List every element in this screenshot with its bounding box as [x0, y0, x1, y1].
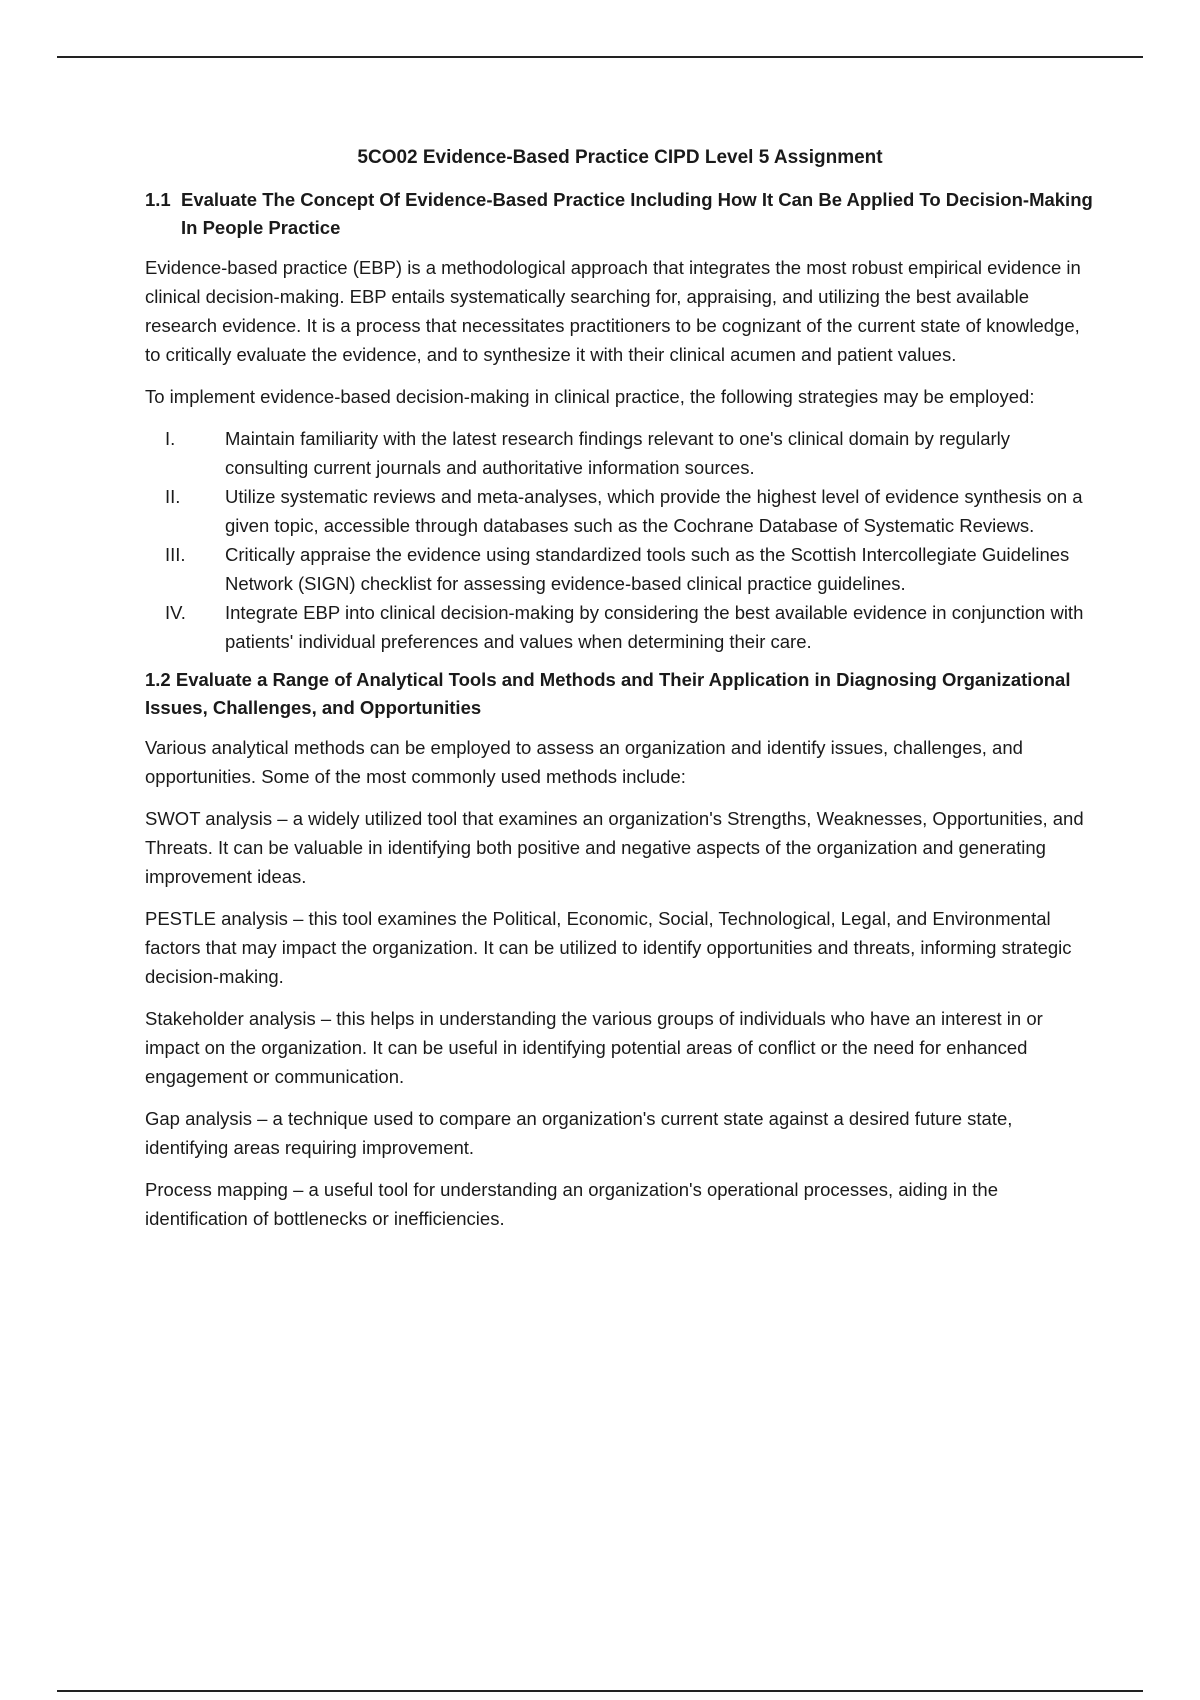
paragraph: Evidence-based practice (EBP) is a methodological approach that integrates the most robust empirical evidence in clinical decision-making. EBP entails systematically searching for, appraising, and utilizing the best available research evidence. It is a process that necessitates practitioners to be cognizant of the current state of knowledge, to critically evaluate the evidence, and to synthesize it with their clinical acumen and patient values. — [145, 257, 1081, 365]
paragraph: PESTLE analysis – this tool examines the Political, Economic, Social, Technological, Legal, and Environmental factors that may impact the organization. It can be utilized to identify opportunities and threats, informing strategic decision-making. — [145, 908, 1072, 987]
bottom-rule — [57, 1690, 1143, 1692]
list-item — [145, 424, 1095, 482]
strategy-list — [145, 424, 1095, 656]
section-1-1-heading — [145, 186, 1095, 242]
paragraph: SWOT analysis – a widely utilized tool that examines an organization's Strengths, Weaknesses, Opportunities, and Threats. It can be valuable in identifying both positive and negative aspects of the organization and generating improvement ideas. — [145, 808, 1084, 887]
list-item-text: Maintain familiarity with the latest research findings relevant to one's clinical domain by regularly consulting current journals and authoritative information sources. — [225, 428, 1011, 478]
list-item — [145, 598, 1095, 656]
list-item — [145, 540, 1095, 598]
document-body — [145, 143, 1095, 1246]
top-rule — [57, 56, 1143, 58]
document-title: 5CO02 Evidence-Based Practice CIPD Level 5 Assignment — [357, 147, 883, 168]
paragraph: Process mapping – a useful tool for understanding an organization's operational processes, aiding in the identification of bottlenecks or inefficiencies. — [145, 1179, 999, 1229]
section-number: 1.1 — [145, 189, 171, 210]
list-marker: I. — [165, 428, 176, 449]
paragraph: Stakeholder analysis – this helps in understanding the various groups of individuals who have an interest in or impact on the organization. It can be useful in identifying potential areas of conflict or the need for enhanced engagement or communication. — [145, 1008, 1043, 1087]
paragraph: Various analytical methods can be employed to assess an organization and identify issues, challenges, and opportunities. Some of the most commonly used methods include: — [145, 737, 1023, 787]
section-heading-text: Evaluate The Concept Of Evidence-Based Practice Including How It Can Be Applied To Decision-Making In People Practice — [181, 189, 1093, 238]
list-item-text: Integrate EBP into clinical decision-making by considering the best available evidence in conjunction with patients' individual preferences and values when determining their care. — [225, 602, 1084, 652]
list-item — [145, 482, 1095, 540]
list-marker: III. — [165, 544, 186, 565]
list-marker: II. — [165, 486, 181, 507]
paragraph: To implement evidence-based decision-making in clinical practice, the following strategies may be employed: — [145, 386, 1035, 407]
section-1-2-heading: 1.2 Evaluate a Range of Analytical Tools and Methods and Their Application in Diagnosing Organizational Issues, Challenges, and Opportunities — [145, 669, 1071, 718]
list-item-text: Utilize systematic reviews and meta-analyses, which provide the highest level of evidence synthesis on a given topic, accessible through databases such as the Cochrane Database of Systematic Reviews. — [225, 486, 1083, 536]
list-item-text: Critically appraise the evidence using standardized tools such as the Scottish Intercollegiate Guidelines Network (SIGN) checklist for assessing evidence-based clinical practice guidelines. — [225, 544, 1070, 594]
paragraph: Gap analysis – a technique used to compare an organization's current state against a desired future state, identifying areas requiring improvement. — [145, 1108, 1013, 1158]
list-marker: IV. — [165, 602, 186, 623]
